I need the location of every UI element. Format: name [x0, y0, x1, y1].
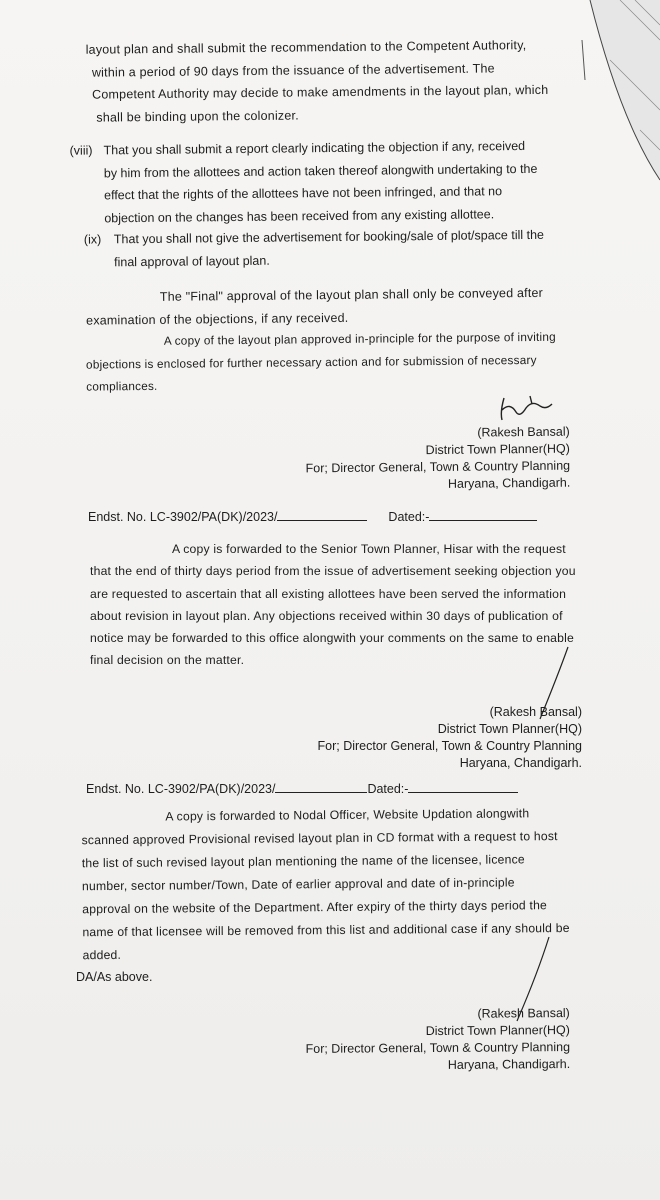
text-line: name of that licensee will be removed from this list and additional case if any should be — [82, 920, 570, 940]
paragraph-final-approval — [86, 281, 586, 331]
item-number: (viii) — [69, 143, 93, 158]
endorsement-line-1 — [88, 508, 537, 524]
signatory-for-line: For; Director General, Town & Country Planning — [305, 458, 571, 476]
blank-line — [277, 508, 367, 521]
text-line: layout plan and shall submit the recommendation to the Competent Authority, — [85, 38, 527, 57]
text-line: number, sector number/Town, Date of earlier approval and date of in-principle — [81, 875, 515, 894]
text-line: about revision in layout plan. Any objections received within 30 days of publication of — [90, 608, 563, 623]
text-line: objections is enclosed for further necessary action and for submission of necessary — [85, 352, 537, 372]
text-line: within a period of 90 days from the issuance of the advertisement. The — [91, 60, 495, 80]
text-line: scanned approved Provisional revised layout plan in CD format with a request to host — [81, 829, 558, 848]
signatory-designation: District Town Planner(HQ) — [437, 722, 582, 736]
text-line: by him from the allottees and action taken thereof alongwith undertaking to the — [103, 161, 538, 180]
signatory-for-line: For; Director General, Town & Country Planning — [305, 1040, 571, 1056]
text-line: the list of such revised layout plan mentioning the name of the licensee, licence — [81, 852, 525, 871]
signatory-designation: District Town Planner(HQ) — [425, 441, 570, 458]
text-line: notice may be forwarded to this office alongwith your comments on the same to enable — [90, 631, 575, 646]
text-line: examination of the objections, if any received. — [86, 310, 349, 328]
signature-block-1 — [300, 424, 571, 495]
text-line: final approval of layout plan. — [114, 253, 270, 269]
text-line: that the end of thirty days period from the issue of advertisement seeking objection you — [90, 564, 576, 579]
text-line: A copy is forwarded to Nodal Officer, Website Updation alongwith — [165, 806, 530, 824]
signature-block-3 — [290, 1005, 570, 1075]
signature-block-2 — [310, 704, 582, 772]
signatory-place: Haryana, Chandigarh. — [447, 1057, 571, 1072]
blank-line — [275, 780, 367, 793]
signatory-designation: District Town Planner(HQ) — [425, 1023, 570, 1039]
text-line: That you shall submit a report clearly indicating the objection if any, received — [103, 138, 526, 158]
signatory-place: Haryana, Chandigarh. — [459, 756, 582, 770]
text-line: approval on the website of the Department. After expiry of the thirty days period the — [82, 898, 548, 917]
signatory-place: Haryana, Chandigarh. — [447, 475, 571, 491]
signatory-name: (Rakesh Bansal) — [489, 705, 582, 719]
text-line: A copy of the layout plan approved in-principle for the purpose of inviting — [163, 329, 556, 348]
endorsement-number: Endst. No. LC-3902/PA(DK)/2023/ — [86, 782, 276, 796]
text-line: final decision on the matter. — [90, 653, 245, 668]
text-line: are requested to ascertain that all existing allottees have been served the information — [90, 586, 567, 601]
paragraph-senior-town-planner — [90, 538, 590, 672]
text-line: shall be binding upon the colonizer. — [96, 107, 299, 125]
endorsement-line-2 — [86, 780, 518, 796]
text-line: Competent Authority may decide to make amendments in the layout plan, which — [92, 82, 549, 102]
text-line: compliances. — [86, 378, 158, 394]
blank-line — [408, 780, 518, 793]
text-line: The "Final" approval of the layout plan shall only be conveyed after — [159, 285, 544, 304]
list-item-ix — [84, 223, 584, 278]
signatory-for-line: For; Director General, Town & Country Planning — [317, 739, 582, 753]
text-line: objection on the changes has been received from any existing allottee. — [104, 206, 495, 225]
paragraph-top — [86, 33, 607, 128]
blank-line — [429, 508, 537, 521]
signatory-name: (Rakesh Bansal) — [477, 1006, 570, 1021]
paragraph-copy-enclosed — [86, 325, 587, 398]
endorsement-number: Endst. No. LC-3902/PA(DK)/2023/ — [88, 510, 278, 524]
text-line: A copy is forwarded to the Senior Town Planner, Hisar with the request — [172, 542, 566, 556]
endorsement-dated: Dated:- — [367, 782, 409, 796]
signatory-name: (Rakesh Bansal) — [477, 424, 570, 440]
text-line: added. — [82, 947, 122, 963]
endorsement-dated: Dated:- — [388, 510, 430, 524]
text-line: effect that the rights of the allottees have not been infringed, and that no — [104, 184, 503, 203]
item-number: (ix) — [83, 232, 102, 247]
text-line: That you shall not give the advertisement for booking/sale of plot/space till the — [113, 227, 545, 247]
enclosure-note: DA/As above. — [76, 970, 153, 984]
